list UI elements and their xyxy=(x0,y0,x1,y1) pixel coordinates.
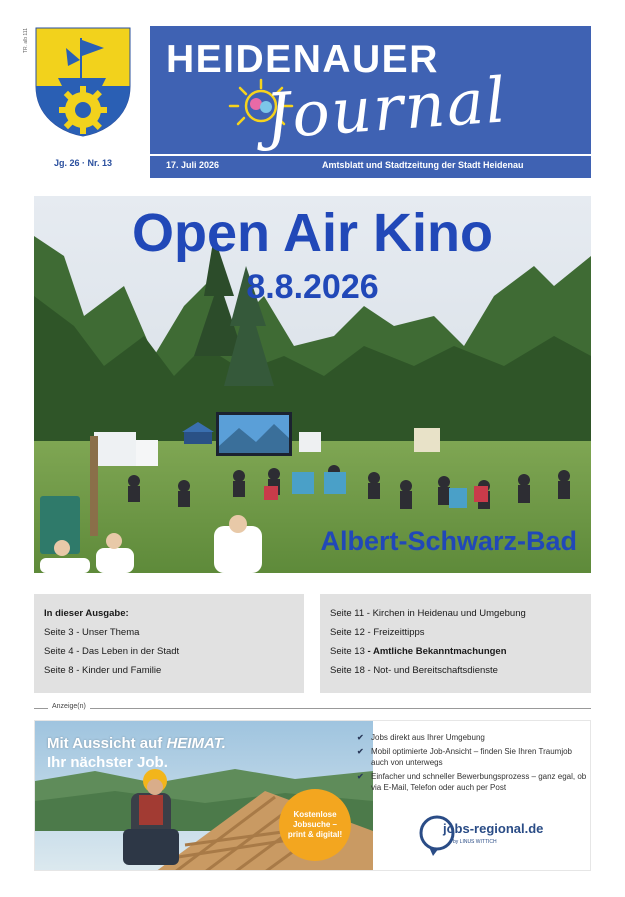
ad-headline-accent: HEIMAT. xyxy=(166,735,226,752)
toc-item[interactable] xyxy=(44,646,294,657)
toc-item[interactable] xyxy=(330,627,581,638)
benefit-text: Jobs direkt aus Ihrer Umgebung xyxy=(371,733,485,742)
jobs-regional-logo-text[interactable]: jobs-regional.de xyxy=(443,821,544,836)
toc-title: - Amtliche Bekanntmachungen xyxy=(364,646,507,657)
toc-title: - Das Leben in der Stadt xyxy=(73,646,180,657)
toc-left-panel xyxy=(34,594,304,693)
toc-page: Seite 13 xyxy=(330,646,365,657)
toc-title: - Unser Thema xyxy=(73,627,140,638)
free-job-search-badge: Kostenlose Jobsuche – print & digital! xyxy=(279,789,351,861)
cover-photo xyxy=(34,196,591,573)
toc-page: Seite 11 xyxy=(330,608,365,619)
jobs-regional-byline: by LINUS WITTICH xyxy=(453,839,497,845)
ad-divider xyxy=(34,708,591,709)
masthead-subtitle: Amtsblatt und Stadtzeitung der Stadt Heidenau xyxy=(322,160,524,170)
issue-date: 17. Juli 2026 xyxy=(166,160,220,170)
toc-item[interactable] xyxy=(44,627,294,638)
toc-item[interactable] xyxy=(44,665,294,676)
toc-title: - Kirchen in Heidenau und Umgebung xyxy=(364,608,526,619)
checkmark-icon: ✔ xyxy=(357,772,364,782)
cover-event-date: 8.8.2026 xyxy=(246,268,379,306)
benefit-item xyxy=(357,747,587,768)
print-code: TR. alb 111 xyxy=(23,28,29,54)
checkmark-icon: ✔ xyxy=(357,733,364,742)
masthead-script-title: Journal xyxy=(262,63,510,153)
toc-page: Seite 12 xyxy=(330,627,365,638)
toc-item[interactable] xyxy=(330,665,581,676)
ad-label: Anzeige(n) xyxy=(48,703,90,710)
toc-page: Seite 4 xyxy=(44,646,74,657)
toc-item[interactable] xyxy=(330,608,581,619)
toc-title: - Freizeittipps xyxy=(364,627,425,638)
cover-headline: Open Air Kino xyxy=(132,203,493,263)
ad-headline-text: Mit Aussicht auf xyxy=(47,735,167,752)
ad-headline xyxy=(47,735,226,752)
issue-number: Jg. 26 · Nr. 13 xyxy=(53,158,113,168)
toc-title: - Not- und Bereitschaftsdienste xyxy=(364,665,498,676)
benefit-text: Mobil optimierte Job-Ansicht – finden Sie Ihren Traumjob auch von unterwegs xyxy=(371,747,572,767)
coat-of-arms-logo xyxy=(34,26,132,138)
toc-page: Seite 3 xyxy=(44,627,74,638)
masthead-title: HEIDENAUER xyxy=(166,38,439,81)
toc-title: - Kinder und Familie xyxy=(73,665,162,676)
ad-subheadline: Ihr nächster Job. xyxy=(47,754,168,771)
masthead-divider xyxy=(150,154,591,156)
masthead xyxy=(150,26,591,178)
toc-item[interactable] xyxy=(330,646,581,657)
checkmark-icon: ✔ xyxy=(357,747,364,757)
benefit-item xyxy=(357,772,587,793)
toc-page: Seite 18 xyxy=(330,665,365,676)
toc-right-panel xyxy=(320,594,591,693)
job-advertisement[interactable] xyxy=(34,720,591,871)
cover-location: Albert-Schwarz-Bad xyxy=(320,526,577,556)
benefit-text: Einfacher und schneller Bewerbungsprozess – ganz egal, ob via E-Mail, Telefon oder auch per Post xyxy=(371,772,587,792)
toc-heading: In dieser Ausgabe: xyxy=(44,608,129,619)
ad-benefits-list xyxy=(357,733,587,797)
toc-page: Seite 8 xyxy=(44,665,74,676)
benefit-item xyxy=(357,733,587,743)
